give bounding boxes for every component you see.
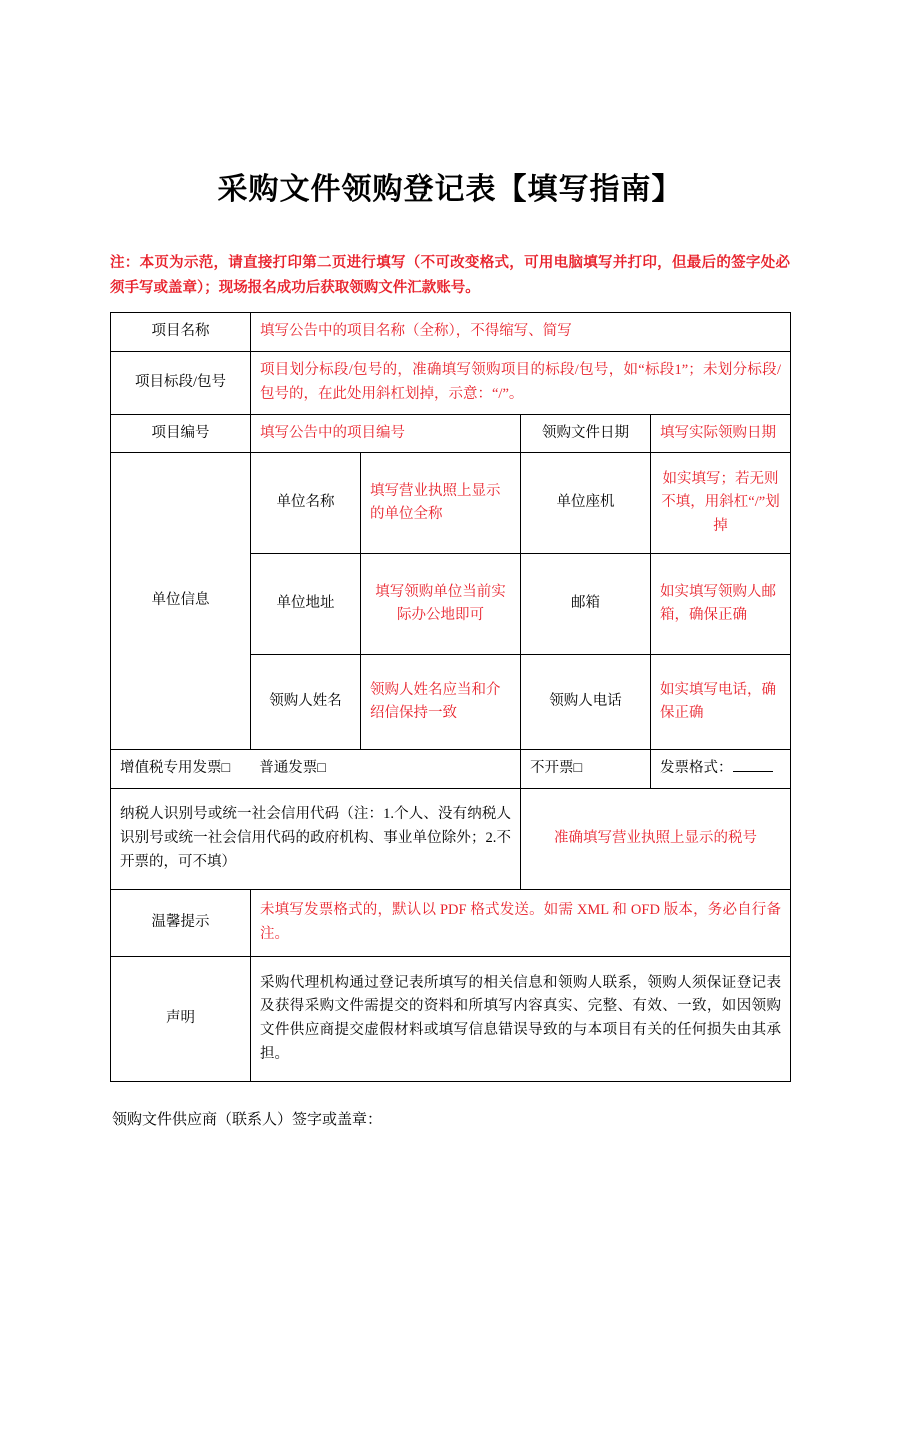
buyer-name-value[interactable]: 领购人姓名应当和介绍信保持一致 (361, 655, 521, 750)
unit-tel-value[interactable]: 如实填写；若无则不填，用斜杠“/”划掉 (651, 453, 791, 554)
statement-label: 声明 (111, 957, 251, 1082)
unit-name-label: 单位名称 (251, 453, 361, 554)
project-no-value[interactable]: 填写公告中的项目编号 (251, 414, 521, 453)
project-name-value[interactable]: 填写公告中的项目名称（全称），不得缩写、简写 (251, 312, 791, 351)
invoice-special-label: 增值税专用发票 (120, 760, 222, 777)
table-row-unit-name (111, 453, 791, 554)
document-page (0, 170, 900, 1443)
table-row-statement (111, 957, 791, 1082)
invoice-none-cell[interactable]: 不开票□ (521, 750, 651, 789)
buyer-name-label: 领购人姓名 (251, 655, 361, 750)
registration-form-table (110, 312, 791, 1083)
taxno-value[interactable]: 准确填写营业执照上显示的税号 (521, 789, 791, 890)
notice-text: 注：本页为示范，请直接打印第二页进行填写（不可改变格式，可用电脑填写并打印，但最后的签字处必须手写或盖章）；现场报名成功后获取领购文件汇款账号。 (110, 255, 790, 297)
email-value[interactable]: 如实填写领购人邮箱，确保正确 (651, 554, 791, 655)
page-title: 采购文件领购登记表【填写指南】 (217, 173, 683, 206)
invoice-special-checkbox[interactable]: 增值税专用发票□ (120, 760, 231, 777)
tips-label: 温馨提示 (111, 890, 251, 957)
table-row-taxno (111, 789, 791, 890)
buyer-phone-label: 领购人电话 (521, 655, 651, 750)
table-row-project-section (111, 351, 791, 414)
invoice-format-label: 发票格式： (660, 760, 733, 777)
invoice-type-cell (111, 750, 521, 789)
tips-value: 未填写发票格式的，默认以 PDF 格式发送。如需 XML 和 OFD 版本，务必自行备注。 (251, 890, 791, 957)
taxno-label: 纳税人识别号或统一社会信用代码（注：1.个人、没有纳税人识别号或统一社会信用代码的政府机构、事业单位除外；2.不开票的，可不填） (111, 789, 521, 890)
unit-info-label: 单位信息 (111, 453, 251, 750)
buyer-phone-value[interactable]: 如实填写电话，确保正确 (651, 655, 791, 750)
purchase-date-label: 领购文件日期 (521, 414, 651, 453)
table-row-invoice-type (111, 750, 791, 789)
unit-tel-label: 单位座机 (521, 453, 651, 554)
unit-address-label: 单位地址 (251, 554, 361, 655)
invoice-format-value[interactable] (733, 771, 773, 772)
email-label: 邮箱 (521, 554, 651, 655)
project-section-value[interactable]: 项目划分标段/包号的，准确填写领购项目的标段/包号，如“标段1”；未划分标段/包号的，在此处用斜杠划掉，示意：“/”。 (251, 351, 791, 414)
project-section-label: 项目标段/包号 (111, 351, 251, 414)
invoice-normal-checkbox[interactable]: 普通发票□ (259, 760, 327, 777)
statement-value: 采购代理机构通过登记表所填写的相关信息和领购人联系，领购人须保证登记表及获得采购文件需提交的资料和所填写内容真实、完整、有效、一致，如因领购文件供应商提交虚假材料或填写信息错误导致的与本项目有关的任何损失由其承担。 (251, 957, 791, 1082)
project-name-label: 项目名称 (111, 312, 251, 351)
table-row-tips (111, 890, 791, 957)
signature-line: 领购文件供应商（联系人）签字或盖章： (112, 1112, 383, 1129)
project-no-label: 项目编号 (111, 414, 251, 453)
invoice-none-label: 不开票 (530, 760, 574, 777)
unit-address-value[interactable]: 填写领购单位当前实际办公地即可 (361, 554, 521, 655)
table-row-project-name (111, 312, 791, 351)
invoice-format-cell[interactable] (651, 750, 791, 789)
invoice-normal-label: 普通发票 (259, 760, 318, 777)
unit-name-value[interactable]: 填写营业执照上显示的单位全称 (361, 453, 521, 554)
table-row-project-no (111, 414, 791, 453)
purchase-date-value[interactable]: 填写实际领购日期 (651, 414, 791, 453)
